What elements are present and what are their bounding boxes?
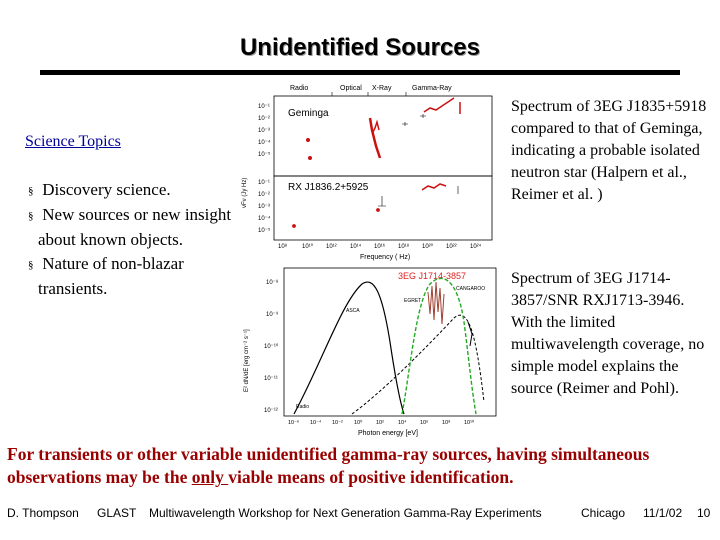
xtick-label: 10¹⁴ [350, 244, 362, 250]
slide-title: Unidentified Sources [239, 34, 481, 61]
slide-footer [0, 506, 720, 524]
xtick-label: 10⁸ [442, 420, 451, 426]
xtick-label: 10⁸ [278, 244, 288, 250]
xtick-label: 10⁻⁶ [288, 420, 300, 426]
title-rule [40, 70, 680, 75]
ytick-label: 10⁻³ [258, 204, 270, 210]
x-axis-label: Frequency ( Hz) [360, 254, 411, 261]
caption-geminga: Spectrum of 3EG J1835+5918 compared to that of Geminga, indicating a probable isolated neutron star (Halpern et al., Reimer et al. ) [511, 98, 707, 203]
footer-event: Multiwavelength Workshop for Next Generation Gamma-Ray Experiments [149, 506, 542, 520]
annotation-egret: EGRET [404, 298, 422, 304]
ytick-label: 10⁻¹ [258, 180, 270, 186]
science-topics-heading[interactable]: Science Topics [25, 133, 121, 150]
geminga-label: Geminga [288, 108, 329, 119]
xtick-label: 10⁻² [332, 420, 343, 426]
ytick-label: 10⁻² [258, 192, 270, 198]
xtick-label: 10²⁰ [422, 244, 434, 250]
annotation-asca: ASCA [346, 308, 360, 314]
source-label: 3EG J1714-3857 [398, 271, 467, 281]
xtick-label: 10⁻⁴ [310, 420, 322, 426]
ytick-label: 10⁻¹ [258, 104, 270, 110]
annotation-cangaroo: CANGAROO [456, 286, 486, 292]
ytick-label: 10⁻² [258, 116, 270, 122]
y-axis-label: νFν (Jy Hz) [242, 177, 248, 208]
topics-bullet-list [28, 178, 233, 301]
bullet-icon: § [28, 185, 34, 197]
bullet-text: New sources or new insight about known objects. [38, 205, 232, 249]
caption-rxj1713: Spectrum of 3EG J1714-3857/SNR RXJ1713-3946. With the limited multiwavelength coverage, no simple model explains the source (Reimer and Pohl). [511, 270, 705, 397]
xtick-label: 10¹⁰ [302, 244, 314, 250]
note-text-before: For transients or other variable unidentified gamma-ray sources, having simultaneous observations may be the [7, 444, 650, 487]
ytick-label: 10⁻³ [258, 128, 270, 134]
footer-date: 11/1/02 [643, 506, 683, 520]
note-text-after: viable means of positive identification. [228, 467, 514, 487]
ytick-label: 10⁻⁴ [258, 216, 271, 222]
y-axis-label: E² dN/dE [erg cm⁻² s⁻¹] [244, 329, 250, 392]
band-label-radio: Radio [290, 85, 309, 92]
ytick-label: 10⁻⁸ [266, 280, 279, 286]
footer-mission: GLAST [97, 506, 137, 520]
xtick-label: 10¹² [326, 244, 337, 250]
bullet-item [28, 252, 233, 301]
bullet-text: Discovery science. [42, 180, 171, 199]
annotation-radio: Radio [296, 404, 310, 410]
footer-page-number: 10 [697, 506, 711, 520]
xtick-label: 10² [376, 420, 384, 426]
ytick-label: 10⁻¹² [264, 408, 278, 414]
xtick-label: 10²² [446, 244, 457, 250]
footer-author: D. Thompson [7, 506, 79, 520]
xtick-label: 10¹⁶ [374, 244, 386, 250]
bullet-item [28, 203, 233, 252]
ytick-label: 10⁻¹⁰ [264, 344, 279, 350]
xtick-label: 10¹⁸ [398, 244, 410, 250]
ytick-label: 10⁻⁵ [258, 152, 271, 158]
rxj-label: RX J1836.2+5925 [288, 182, 369, 193]
note-emphasis: only [191, 467, 229, 487]
band-label-gamma: Gamma-Ray [412, 85, 452, 92]
geminga-spectrum-figure [232, 78, 500, 262]
xtick-label: 10¹⁰ [464, 420, 475, 426]
ytick-label: 10⁻¹¹ [264, 376, 278, 382]
ytick-label: 10⁻⁹ [266, 312, 279, 318]
xtick-label: 10⁴ [398, 420, 407, 426]
ytick-label: 10⁻⁴ [258, 140, 271, 146]
xtick-label: 10²⁴ [470, 244, 482, 250]
bullet-item [28, 178, 233, 203]
identification-note [7, 443, 713, 489]
band-label-xray: X-Ray [372, 85, 392, 92]
xtick-label: 10⁰ [354, 420, 363, 426]
xtick-label: 10⁶ [420, 420, 429, 426]
band-label-optical: Optical [340, 85, 362, 92]
bullet-icon: § [28, 210, 34, 222]
bullet-icon: § [28, 259, 34, 271]
rxj1713-spectrum-figure [232, 262, 500, 438]
x-axis-label: Photon energy [eV] [358, 430, 418, 437]
footer-place: Chicago [581, 506, 626, 520]
ytick-label: 10⁻⁵ [258, 228, 271, 234]
bullet-text: Nature of non-blazar transients. [38, 254, 184, 298]
